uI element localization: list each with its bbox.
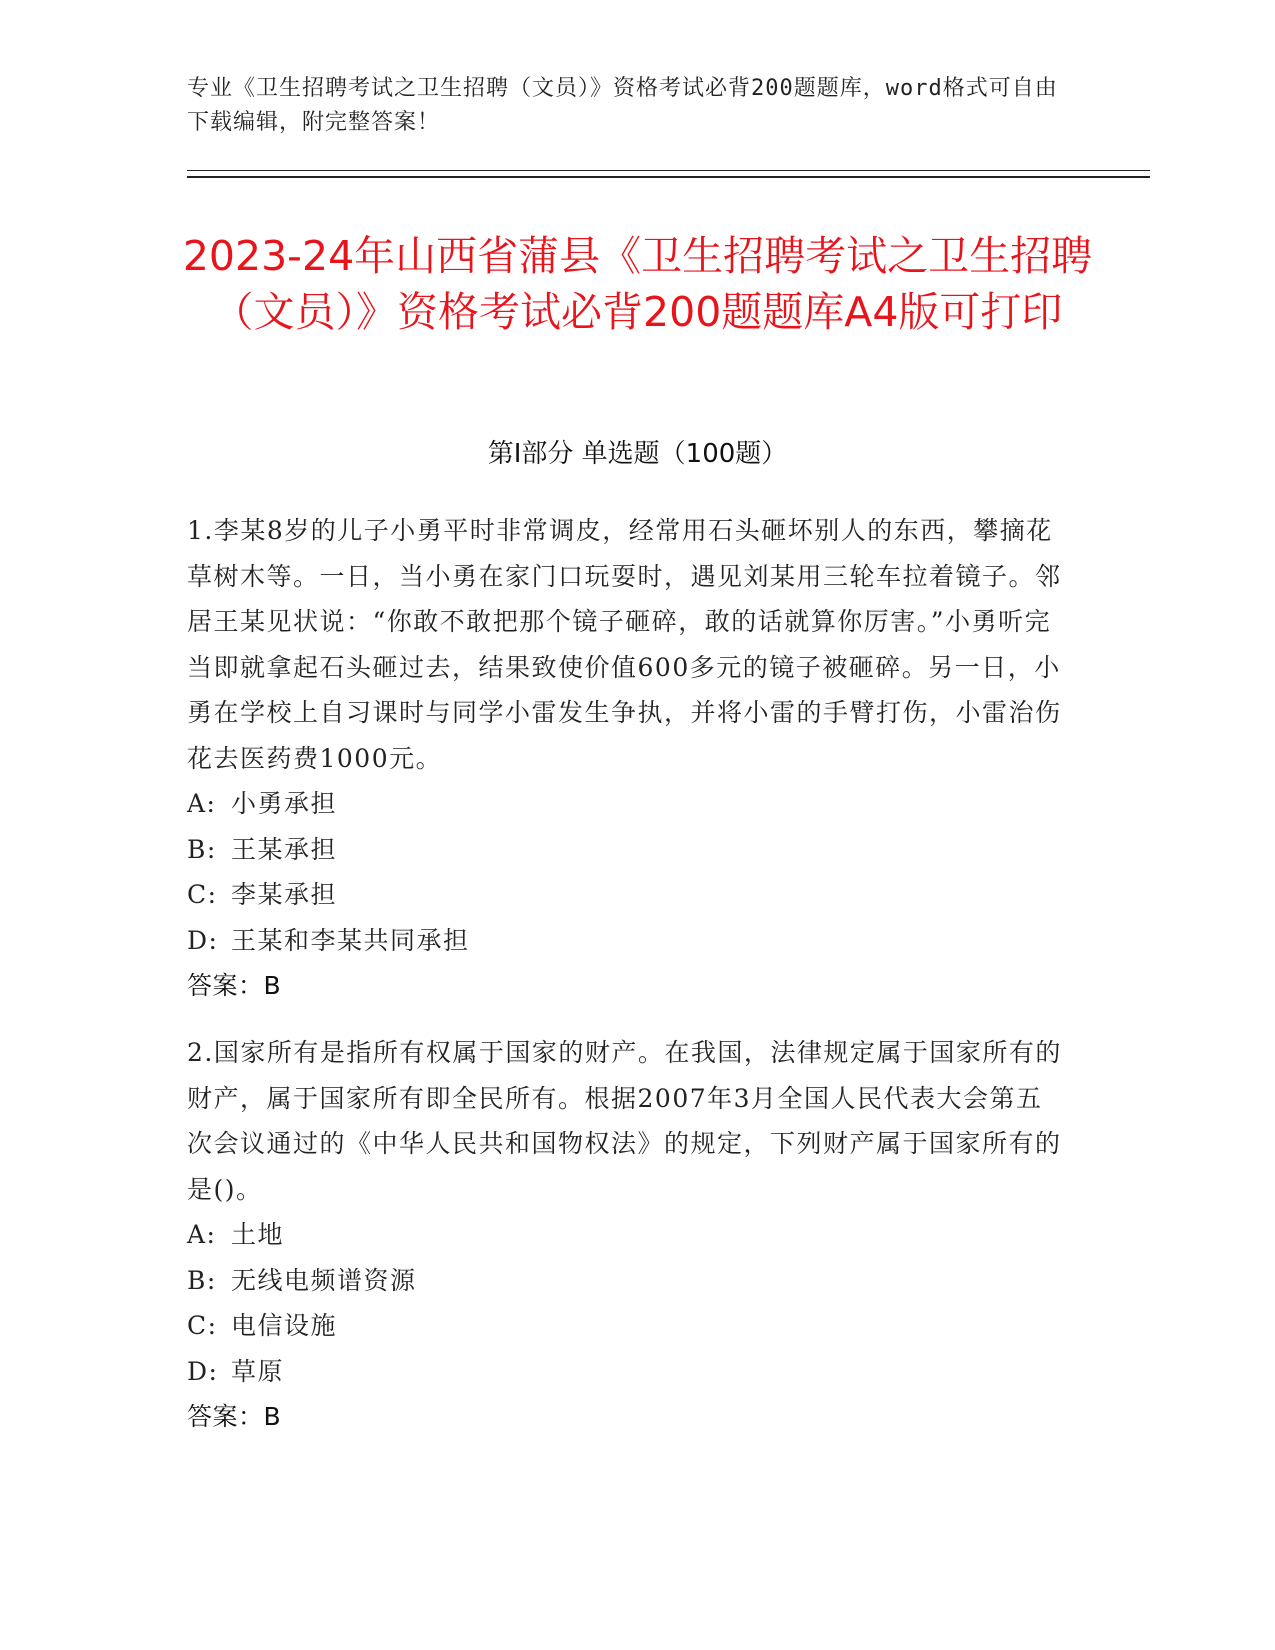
- option-c: [187, 872, 1067, 918]
- option-key: D:: [187, 925, 219, 955]
- section-heading: 第I部分 单选题（100题）: [487, 439, 788, 469]
- option-text: 王某和李某共同承担: [231, 925, 470, 955]
- answer: 答案：B: [187, 971, 282, 1000]
- option-text: 土地: [231, 1220, 285, 1249]
- option-text: 王某承担: [231, 834, 338, 864]
- question-2: [187, 1030, 1067, 1440]
- option-text: 无线电频谱资源: [231, 1265, 417, 1295]
- option-a: [187, 1212, 1067, 1258]
- document-title: 2023-24年山西省蒲县《卫生招聘考试之卫生招聘（文员）》资格考试必背200题题库A4版可打印: [182, 232, 1093, 336]
- header-note: 专业《卫生招聘考试之卫生招聘（文员）》资格考试必背200题题库，word格式可自由下载编辑，附完整答案！: [187, 76, 1058, 135]
- option-text: 电信设施: [231, 1311, 338, 1340]
- option-text: 李某承担: [231, 880, 338, 909]
- question-1: [187, 508, 1067, 1009]
- option-a: [187, 781, 1067, 827]
- option-key: A:: [187, 789, 217, 818]
- option-b: [187, 827, 1067, 873]
- option-key: B:: [187, 1265, 217, 1295]
- answer: 答案：B: [187, 1402, 282, 1431]
- option-key: C:: [187, 1311, 218, 1340]
- option-text: 草原: [231, 1356, 285, 1386]
- option-key: A:: [187, 1220, 217, 1249]
- option-key: C:: [187, 880, 218, 909]
- question-stem: 1.李某8岁的儿子小勇平时非常调皮，经常用石头砸坏别人的东西，攀摘花草树木等。一日，当小勇在家门口玩耍时，遇见刘某用三轮车拉着镜子。邻居王某见状说：“你敢不敢把那个镜子砸碎，敢的话就算你厉害。”小勇听完当即就拿起石头砸过去，结果致使价值600多元的镜子被砸碎。另一日，小勇在学校上自习课时与同学小雷发生争执，并将小雷的手臂打伤，小雷治伤花去医药费1000元。: [187, 516, 1062, 773]
- option-c: [187, 1303, 1067, 1349]
- question-stem: 2.国家所有是指所有权属于国家的财产。在我国，法律规定属于国家所有的财产，属于国家所有即全民所有。根据2007年3月全国人民代表大会第五次会议通过的《中华人民共和国物权法》的规定，下列财产属于国家所有的是()。: [187, 1038, 1062, 1204]
- header-rule-thick: [187, 176, 1150, 178]
- option-d: [187, 1349, 1067, 1395]
- header-rule-thin: [187, 170, 1150, 171]
- option-key: D:: [187, 1356, 219, 1386]
- option-key: B:: [187, 834, 217, 864]
- option-b: [187, 1258, 1067, 1304]
- option-text: 小勇承担: [231, 789, 338, 818]
- option-d: [187, 918, 1067, 964]
